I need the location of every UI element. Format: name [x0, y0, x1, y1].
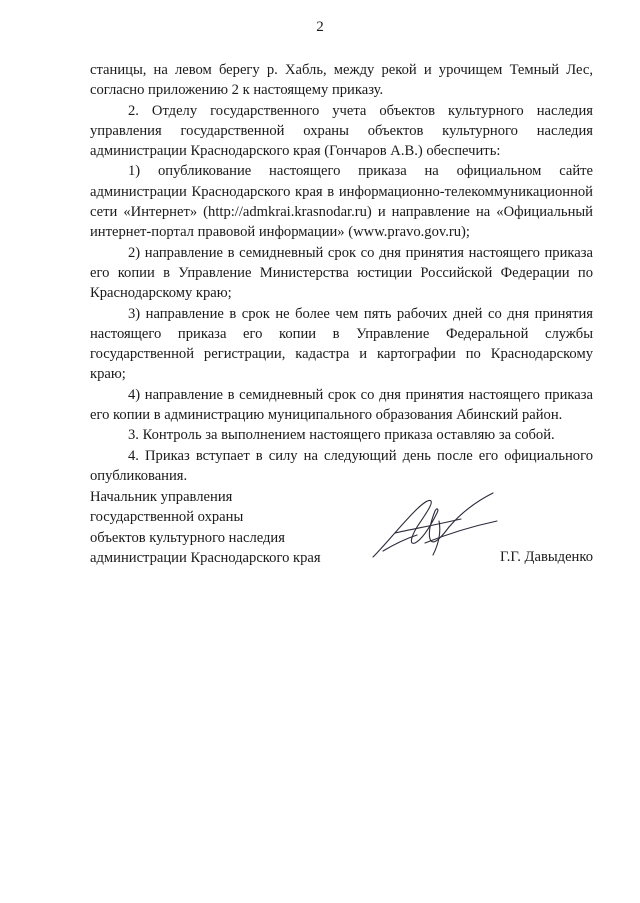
- page-number: 2: [316, 19, 324, 35]
- paragraph-continuation: станицы, на левом берегу р. Хабль, между рекой и урочищем Темный Лес, согласно приложению 2 к настоящему приказу.: [90, 62, 593, 99]
- paragraph-item-2: 2. Отделу государственного учета объектов культурного наследия управления государственной охраны объектов культурного наследия администрации Краснодарского края (Гончаров А.В.) обеспечить:: [90, 102, 593, 160]
- paragraph-item-3: 3. Контроль за выполнением настоящего приказа оставляю за собой.: [128, 427, 555, 444]
- signatory-position-line: Начальник управления: [90, 489, 233, 505]
- paragraph-subitem-4: 4) направление в семидневный срок со дня принятия настоящего приказа его копии в администрацию муниципального образования Абинский район.: [90, 386, 593, 424]
- signature-block: [90, 487, 593, 577]
- handwritten-signature: [365, 485, 505, 570]
- signatory-name: Г.Г. Давыденко: [499, 549, 593, 565]
- signatory-position-line: администрации Краснодарского края: [90, 549, 321, 566]
- paragraph-item-4: 4. Приказ вступает в силу на следующий день после его официального опубликования.: [90, 447, 593, 484]
- signatory-position: [90, 487, 370, 568]
- signatory-position-line: государственной охраны: [90, 509, 244, 526]
- paragraph-subitem-2: 2) направление в семидневный срок со дня принятия настоящего приказа его копии в Управление Министерства юстиции Российской Федерации по Краснодарскому краю;: [90, 244, 593, 302]
- paragraph-subitem-3: 3) направление в срок не более чем пять рабочих дней со дня принятия настоящего приказа его копии в Управление Федеральной службы государственной регистрации, кадастра и картографии по Краснодарскому краю;: [90, 305, 593, 383]
- paragraph-subitem-1: 1) опубликование настоящего приказа на официальном сайте администрации Краснодарского края в информационно-телекоммуникационной сети «Интернет» (http://admkrai.krasnodar.ru) и направление на «Официальный интернет-портал правовой информации» (www.pravo.gov.ru);: [90, 163, 593, 241]
- signatory-position-line: объектов культурного наследия: [90, 529, 285, 546]
- document-body: [90, 60, 593, 486]
